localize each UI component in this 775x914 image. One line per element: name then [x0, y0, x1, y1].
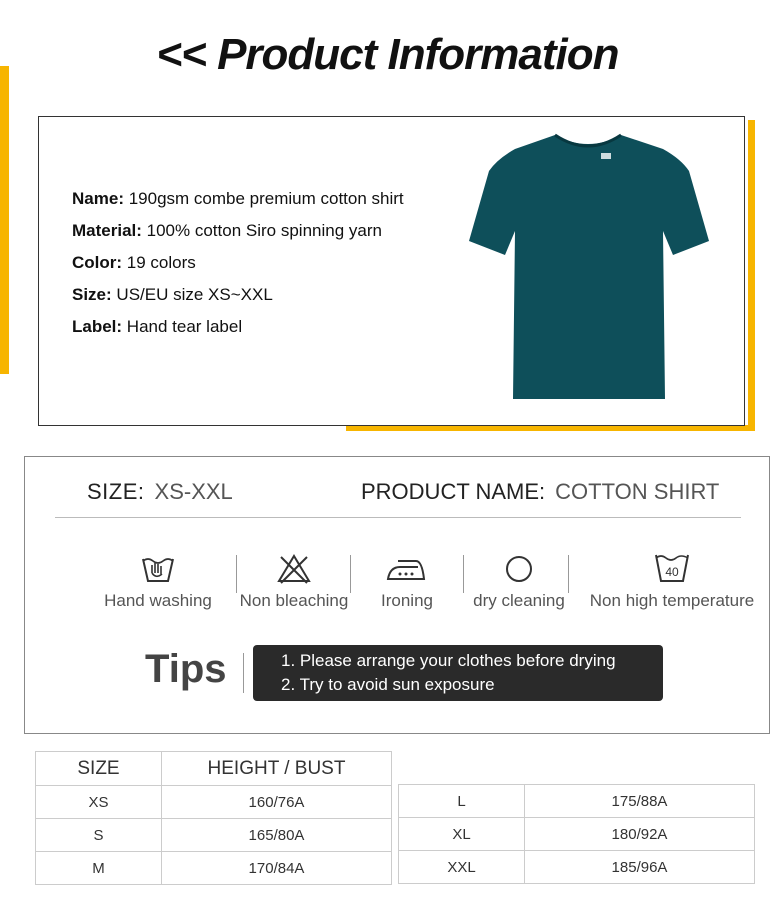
table-row	[36, 819, 392, 852]
hand-wash-icon	[140, 553, 176, 585]
measure-cell: 170/84A	[162, 852, 392, 885]
size-cell: XXL	[399, 851, 525, 884]
measure-cell: 160/76A	[162, 786, 392, 819]
product-info-card	[38, 116, 745, 426]
product-info-list	[72, 183, 404, 343]
size-cell: M	[36, 852, 162, 885]
measure-cell: 175/88A	[525, 785, 755, 818]
table-row	[36, 852, 392, 885]
info-row-size: Size : US/EU size XS~XXL	[72, 279, 404, 311]
product-name: PRODUCT NAME: COTTON SHIRT	[361, 479, 720, 504]
size-cell: XS	[36, 786, 162, 819]
wash-40-icon	[653, 549, 691, 585]
page-title: << Product Information	[156, 30, 619, 79]
info-row-label: Label : Hand tear label	[72, 311, 404, 343]
tips-box	[253, 645, 663, 701]
divider	[55, 517, 741, 518]
info-row-color: Color : 19 colors	[72, 247, 404, 279]
iron-icon	[386, 553, 428, 585]
size-cell: L	[399, 785, 525, 818]
care-non-high-temperature: 40 Non high temperature	[579, 549, 765, 611]
tip-item: 1. Please arrange your clothes before drying	[281, 651, 616, 670]
care-hand-washing: Hand washing	[103, 553, 213, 611]
accent-bar-right	[748, 120, 755, 430]
care-separator	[350, 555, 351, 593]
info-row-material: Material : 100% cotton Siro spinning yarn	[72, 215, 404, 247]
care-non-bleaching: Non bleaching	[237, 553, 351, 611]
height-bust-column-header: HEIGHT / BUST	[162, 752, 392, 786]
accent-bar-left	[0, 66, 9, 374]
tips-separator	[243, 653, 244, 693]
tip-item: 2. Try to avoid sun exposure	[281, 675, 495, 694]
table-row	[399, 785, 755, 818]
svg-text:40: 40	[665, 565, 679, 579]
care-dry-cleaning: dry cleaning	[469, 553, 569, 611]
no-bleach-icon	[276, 553, 312, 585]
care-ironing: Ironing	[359, 553, 455, 611]
measure-cell: 185/96A	[525, 851, 755, 884]
dry-clean-icon	[503, 553, 535, 585]
table-row	[399, 818, 755, 851]
measure-cell: 165/80A	[162, 819, 392, 852]
tips-heading: Tips	[145, 647, 227, 691]
table-row	[36, 786, 392, 819]
care-separator	[463, 555, 464, 593]
size-table-right	[398, 784, 755, 884]
info-row-name: Name : 190gsm combe premium cotton shirt	[72, 183, 404, 215]
table-header-row	[36, 752, 392, 786]
measure-cell: 180/92A	[525, 818, 755, 851]
care-separator	[568, 555, 569, 593]
size-range: SIZE: XS-XXL	[87, 479, 233, 504]
size-cell: XL	[399, 818, 525, 851]
table-row	[399, 851, 755, 884]
t-shirt-image	[467, 131, 709, 403]
size-table-left	[35, 751, 392, 885]
size-cell: S	[36, 819, 162, 852]
care-instructions-card	[24, 456, 770, 734]
size-column-header: SIZE	[36, 752, 162, 786]
